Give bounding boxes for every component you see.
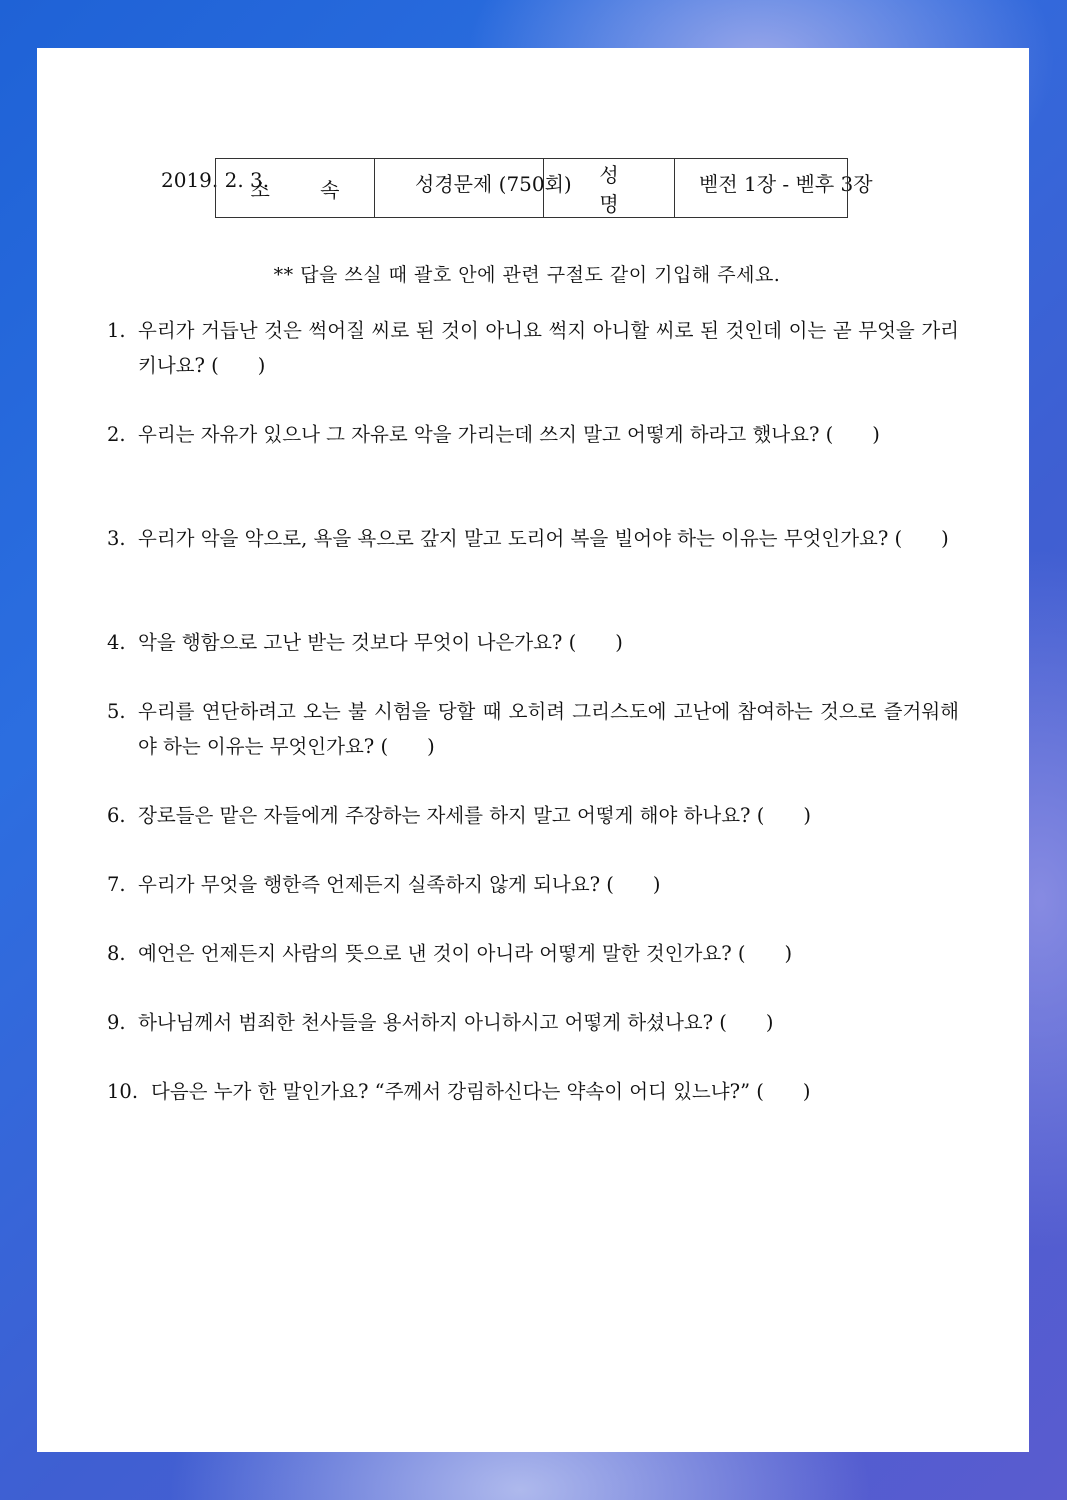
question-text: 하나님께서 범죄한 천사들을 용서하지 아니하시고 어떻게 하셨나요? ( ): [138, 1011, 774, 1034]
question-text: 우리를 연단하려고 오는 불 시험을 당할 때 오히려 그리스도에 고난에 참여하는 것으로 즐거워해야 하는 이유는 무엇인가요? ( ): [138, 700, 959, 758]
question-item: [107, 521, 959, 625]
question-number: 10.: [107, 1080, 139, 1103]
question-number: 2.: [107, 423, 126, 446]
question-text: 우리가 거듭난 것은 썩어질 씨로 된 것이 아니요 썩지 아니할 씨로 된 것인데 이는 곧 무엇을 가리키나요? ( ): [138, 319, 959, 377]
name-label: 성 명: [544, 159, 675, 218]
question-list: [107, 313, 959, 1143]
quiz-title: 성경문제 (750회): [415, 172, 572, 196]
question-item: [107, 867, 959, 936]
question-number: 3.: [107, 527, 126, 550]
scripture-range: 벧전 1장 - 벧후 3장: [699, 172, 873, 196]
question-number: 8.: [107, 942, 126, 965]
question-text: 우리가 악을 악으로, 욕을 욕으로 갚지 말고 도리어 복을 빌어야 하는 이유는 무엇인가요? ( ): [138, 527, 949, 550]
question-item: [107, 798, 959, 867]
question-item: [107, 417, 959, 521]
question-text: 우리는 자유가 있으나 그 자유로 악을 가리는데 쓰지 말고 어떻게 하라고 했나요? ( ): [138, 423, 880, 446]
quiz-sheet: [37, 48, 1029, 1452]
question-text: 다음은 누가 한 말인가요? “주께서 강림하신다는 약속이 어디 있느냐?” ( ): [151, 1080, 811, 1103]
question-number: 6.: [107, 804, 126, 827]
name-field[interactable]: [675, 159, 848, 218]
question-item: [107, 625, 959, 694]
question-number: 1.: [107, 319, 126, 342]
question-text: 우리가 무엇을 행한즉 언제든지 실족하지 않게 되나요? ( ): [138, 873, 661, 896]
respondent-info-table: [215, 158, 848, 218]
affiliation-field[interactable]: [375, 159, 544, 218]
answer-instruction: ** 답을 쓰실 때 괄호 안에 관련 구절도 같이 기입해 주세요.: [273, 264, 781, 286]
question-item: [107, 1005, 959, 1074]
question-number: 7.: [107, 873, 126, 896]
question-item: [107, 694, 959, 798]
question-text: 악을 행함으로 고난 받는 것보다 무엇이 나은가요? ( ): [138, 631, 623, 654]
question-number: 5.: [107, 700, 126, 723]
affiliation-label: 소 속: [216, 159, 375, 218]
question-item: [107, 1074, 959, 1143]
question-number: 4.: [107, 631, 126, 654]
question-number: 9.: [107, 1011, 126, 1034]
question-text: 장로들은 맡은 자들에게 주장하는 자세를 하지 말고 어떻게 해야 하나요? ( ): [138, 804, 811, 827]
question-item: [107, 936, 959, 1005]
quiz-date: 2019. 2. 3.: [161, 168, 270, 192]
question-text: 예언은 언제든지 사람의 뜻으로 낸 것이 아니라 어떻게 말한 것인가요? ( ): [138, 942, 793, 965]
question-item: [107, 313, 959, 417]
